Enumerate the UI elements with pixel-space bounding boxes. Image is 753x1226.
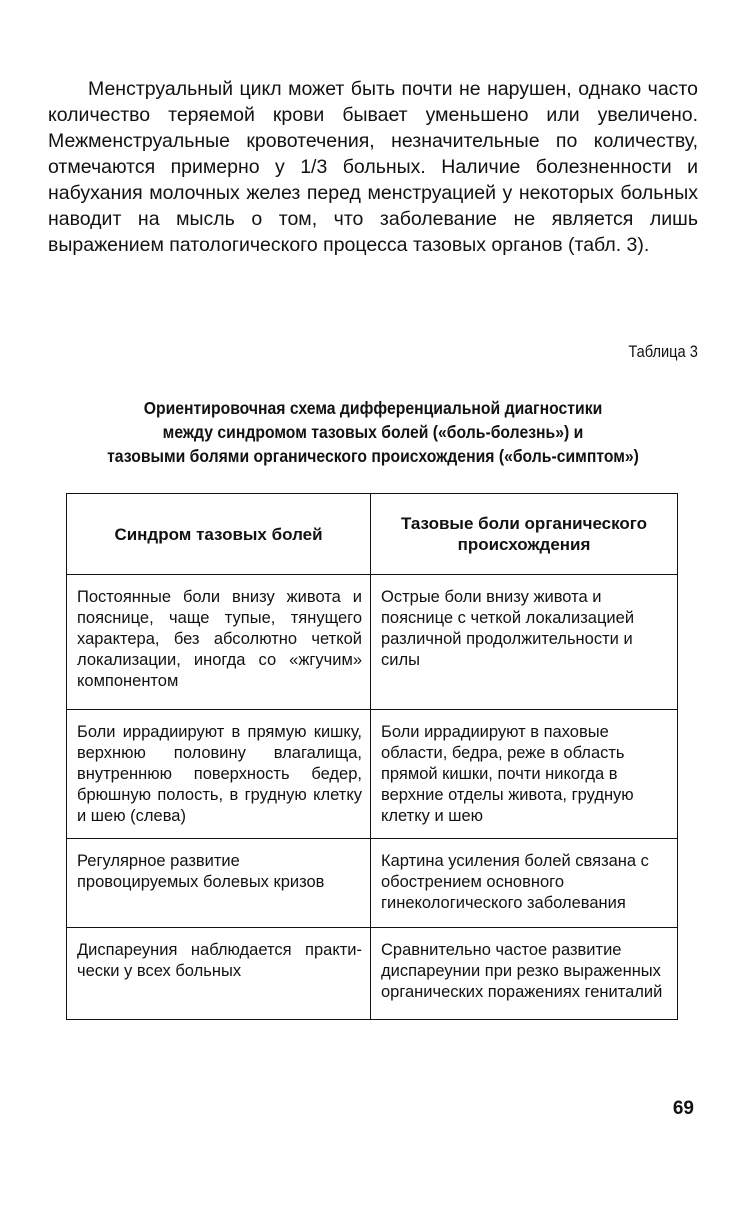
table-title-line-3: тазовыми болями органического происхождения («боль-симптом»)	[107, 446, 639, 466]
diagnosis-table	[66, 493, 678, 1020]
table-cell: Боли иррадиируют в паховые области, бедра, реже в область прямой кишки, почти никогда в верхние отделы живота, грудную клетку и шею	[371, 710, 678, 839]
table-title	[48, 396, 698, 468]
table-cell: Боли иррадиируют в прямую кишку, верхнюю половину влагалища, внутреннюю поверхность бедер, брюшную полость, в грудную клетку и шею (слева)	[67, 710, 371, 839]
table-row	[67, 928, 678, 1020]
book-page	[48, 0, 698, 1226]
table-title-line-2: между синдромом тазовых болей («боль-болезнь») и	[162, 422, 584, 442]
header-organic-pelvic-pain: Тазовые боли органического происхождения	[371, 494, 678, 575]
table-cell: Острые боли внизу живота и пояснице с четкой локализацией различной продолжительности и силы	[371, 575, 678, 710]
intro-paragraph: Менструальный цикл может быть почти не нарушен, однако часто количество теряемой крови бывает уменьшено или увеличено. Межменструальные кровотечения, незначительные по количеству, отмечаются примерно у 1/3 больных. Наличие болезненности и набухания молочных желез перед менструацией у некоторых больных наводит на мысль о том, что заболевание не является лишь выражением патологического процесса тазовых органов (табл. 3).	[48, 78, 698, 256]
table-row	[67, 575, 678, 710]
table-cell: Регулярное развитие провоцируемых болевых кризов	[67, 839, 371, 928]
table-cell: Диспареуния наблюдается практи-чески у всех больных	[67, 928, 371, 1020]
header-pelvic-pain-syndrome: Синдром тазовых болей	[67, 494, 371, 575]
table-cell: Постоянные боли внизу живота и пояснице, чаще тупые, тянущего характера, без абсолютно четкой локализации, иногда со «жгучим» компонентом	[67, 575, 371, 710]
table-title-line-1: Ориентировочная схема дифференциальной диагностики	[143, 398, 603, 418]
table-row	[67, 710, 678, 839]
table-label: Таблица 3	[628, 342, 698, 361]
table-cell: Картина усиления болей связана с обострением основного гинекологического заболевания	[371, 839, 678, 928]
page-number: 69	[672, 1098, 694, 1119]
table-cell: Сравнительно частое развитие диспареунии при резко выраженных органических поражениях гениталий	[371, 928, 678, 1020]
table-header-row	[67, 494, 678, 575]
table-row	[67, 839, 678, 928]
